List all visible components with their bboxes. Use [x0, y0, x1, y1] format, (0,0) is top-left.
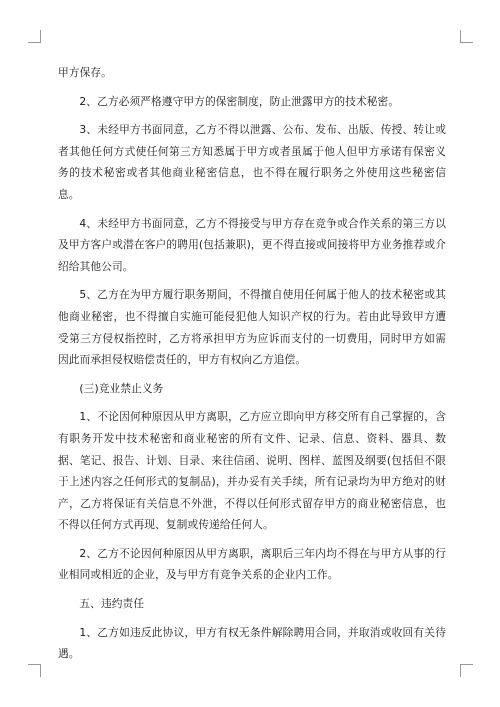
- section-heading-non-compete: (三)竞业禁止义务: [79, 381, 164, 395]
- paragraph-continuation: 甲方保存。: [58, 66, 112, 79]
- paragraph-clause-4: 4、未经甲方书面同意，乙方不得接受与甲方存在竞争或合作关系的第三方以及甲方客户或潜在客户的聘用(包括兼职)，更不得直接或间接将甲方业务推荐或介绍给其他公司。: [58, 216, 446, 273]
- crop-mark-bottom-left: [28, 664, 41, 677]
- document-body: [58, 62, 446, 665]
- section-heading-liability: 五、违约责任: [79, 597, 145, 611]
- crop-mark-top-right: [460, 30, 473, 43]
- crop-mark-bottom-right: [460, 664, 473, 677]
- paragraph-clause-5: 5、乙方在为甲方履行职务期间，不得擅自使用任何属于他人的技术秘密或其他商业秘密，也不得擅自实施可能侵犯他人知识产权的行为。若由此导致甲方遭受第三方侵权指控时，乙方将承担甲方为应诉而支付的一切费用，同时甲方如需因此而承担侵权赔偿责任的，甲方有权向乙方追偿。: [58, 288, 446, 367]
- paragraph-non-compete-2: 2、乙方不论因何种原因从甲方离职，离职后三年内均不得在与甲方从事的行业相同或相近的企业，及与甲方有竞争关系的企业内工作。: [58, 546, 446, 582]
- crop-mark-top-left: [28, 30, 41, 43]
- paragraph-liability-1: 1、乙方如违反此协议，甲方有权无条件解除聘用合同，并取消或收回有关待遇。: [58, 625, 446, 661]
- paragraph-clause-3: 3、未经甲方书面同意，乙方不得以泄露、公布、发布、出版、传授、转让或者其他任何方式使任何第三方知悉属于甲方或者虽属于他人但甲方承诺有保密义务的技术秘密或者其他商业秘密信息，也不得在履行职务之外使用这些秘密信息。: [58, 123, 446, 201]
- paragraph-clause-2: 2、乙方必须严格遵守甲方的保密制度，防止泄露甲方的技术秘密。: [79, 94, 400, 108]
- paragraph-non-compete-1: 1、不论因何种原因从甲方离职，乙方应立即向甲方移交所有自己掌握的，含有职务开发中技术秘密和商业秘密的所有文件、记录、信息、资料、器具、数据、笔记、报告、计划、目录、来往信函、说明、图样、蓝图及纲要(包括但不限于上述内容之任何形式的复制品)，并办妥有关手续，所有记录均为甲方绝对的财产，乙方将保证有关信息不外泄，不得以任何形式留存甲方的商业秘密信息，也不得以任何方式再现、复制或传递给任何人。: [58, 410, 446, 532]
